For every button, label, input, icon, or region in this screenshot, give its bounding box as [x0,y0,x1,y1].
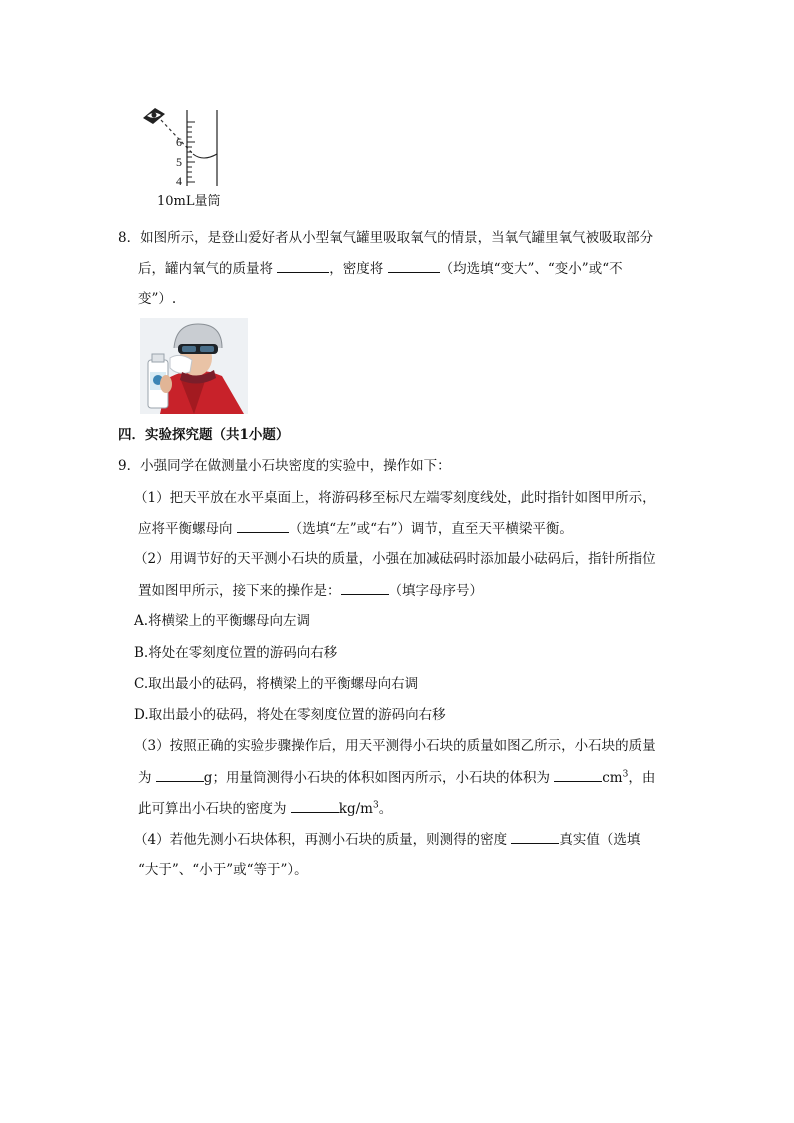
q9-p3-line1: （3）按照正确的实验步骤操作后，用天平测得小石块的质量如图乙所示，小石块的质量 [134,738,656,754]
tick-label-4: 4 [176,174,182,188]
cylinder-caption: 10mL量筒 [157,194,221,209]
q9-option-b: B.将处在零刻度位置的游码向右移 [134,645,338,661]
q9-blank-operation[interactable] [341,580,389,595]
q8-blank-density[interactable] [388,258,440,273]
measuring-cylinder-drawing [135,100,245,190]
q9-p3-line2: 为 g；用量筒测得小石块的体积如图丙所示，小石块的体积为 $cm^3$，由 [138,767,655,788]
q9-p1-line1: （1）把天平放在水平桌面上，将游码移至标尺左端零刻度线处，此时指针如图甲所示， [134,490,656,506]
q9-option-c: C.取出最小的砝码，将横梁上的平衡螺母向右调 [134,676,419,692]
q8-blank-mass[interactable] [277,258,329,273]
q9-blank-compare[interactable] [511,829,559,844]
q8-line2: 后，罐内氧气的质量将 ，密度将 （均选填“变大”、“变小”或“不 [138,258,623,279]
cylinder-ticks [187,122,195,182]
q9-p4-line1: （4）若他先测小石块体积，再测小石块的质量，则测得的密度 真实值（选填 [134,829,640,850]
q9-p4-line2: “大于”、“小于”或“等于”）。 [138,862,308,878]
q9-blank-volume[interactable] [554,767,602,782]
q9-intro: 9．小强同学在做测量小石块密度的实验中，操作如下： [118,458,451,474]
q8-line1: 8．如图所示，是登山爱好者从小型氧气罐里吸取氧气的情景，当氧气罐里氧气被吸取部分 [118,230,654,246]
q9-p2-line1: （2）用调节好的天平测小石块的质量，小强在加减砝码时添加最小砝码后，指针所指位 [134,551,656,567]
climber-oxygen-photo [140,318,248,414]
meniscus [193,154,217,158]
measuring-cylinder-figure [135,100,245,215]
q9-blank-direction[interactable] [237,518,289,533]
q9-option-d: D.取出最小的砝码，将处在零刻度位置的游码向右移 [134,707,446,723]
section-heading: 四．实验探究题（共1小题） [118,427,290,443]
q8-line3: 变”）. [138,291,177,307]
q9-blank-mass[interactable] [156,767,204,782]
q9-option-a: A.将横梁上的平衡螺母向左调 [134,613,311,629]
q9-blank-density[interactable] [291,798,339,813]
tick-label-6: 6 [176,135,182,149]
q9-p3-line3: 此可算出小石块的密度为 $kg/m^3$。 [138,798,392,819]
tick-label-5: 5 [176,155,182,169]
q9-p2-line2: 置如图甲所示，接下来的操作是： （填字母序号） [138,580,483,601]
q9-p1-line2: 应将平衡螺母向 （选填“左”或“右”）调节，直至天平横梁平衡。 [138,518,573,539]
